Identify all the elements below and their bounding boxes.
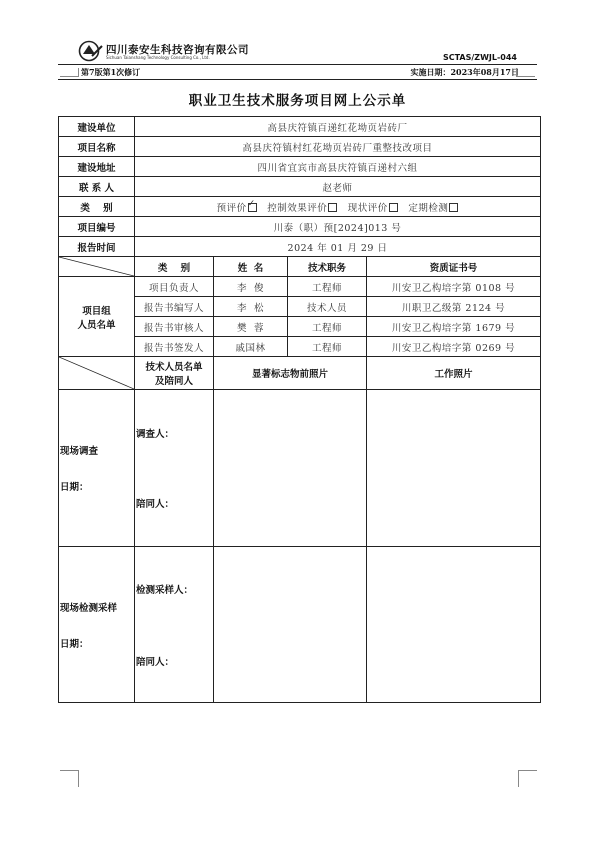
staff-title: 工程师 — [288, 277, 367, 297]
staff-name: 李 松 — [214, 297, 288, 317]
address-label: 建设地址 — [59, 157, 135, 177]
table-row — [59, 277, 541, 297]
sampling-label-cell — [59, 547, 135, 703]
photo-header-work: 工作照片 — [367, 357, 541, 390]
project-value: 高县庆符镇村红花坳页岩砖厂重整技改项目 — [135, 137, 541, 157]
survey-companion-label: 陪同人： — [136, 499, 175, 510]
diagonal-line-icon — [59, 257, 134, 276]
company-logo-icon — [78, 40, 104, 62]
effective-date — [410, 67, 519, 78]
staff-category: 报告书编写人 — [135, 297, 214, 317]
category-option-control-effect[interactable] — [267, 203, 337, 214]
survey-investigator-label: 调查人： — [136, 429, 175, 440]
sampler-label: 检测采样人： — [136, 584, 194, 596]
staff-cert: 川安卫乙构培字第 1679 号 — [367, 317, 541, 337]
category-option-status-evaluation[interactable] — [348, 203, 398, 214]
report-time-label: 报告时间 — [59, 237, 135, 257]
staff-category: 项目负责人 — [135, 277, 214, 297]
revision-label: 第7版第1次修订 — [81, 67, 141, 77]
survey-work-photo — [367, 390, 541, 547]
category-option-label: 预评价 — [216, 202, 247, 214]
row-unit — [59, 117, 541, 137]
photo-header-staff — [135, 357, 214, 390]
photo-header-staff-line2: 及陪同人 — [154, 376, 193, 387]
row-staff-header — [59, 257, 541, 277]
row-address — [59, 157, 541, 177]
category-option-label: 控制效果评价 — [267, 202, 328, 214]
crop-mark-top-right — [516, 68, 535, 77]
contact-value: 赵老师 — [135, 177, 541, 197]
category-option-periodic-testing[interactable] — [408, 203, 458, 214]
unit-label: 建设单位 — [59, 117, 135, 137]
company-english-name: Sichuan Taianshang Technology Consulting Co., Ltd. — [106, 55, 210, 60]
crop-mark-top-left — [60, 68, 79, 77]
photo-header-landmark: 显著标志物前照片 — [214, 357, 367, 390]
contact-label: 联 系 人 — [59, 177, 135, 197]
survey-landmark-photo — [214, 390, 367, 547]
company-name: 四川泰安生科技咨询有限公司 — [106, 44, 249, 56]
category-label: 类 别 — [59, 197, 135, 217]
page-title: 职业卫生技术服务项目网上公示单 — [188, 93, 407, 109]
staff-group-label-line1: 项目组 — [82, 305, 111, 317]
row-survey — [59, 390, 541, 547]
staff-category: 报告书签发人 — [135, 337, 214, 357]
row-contact — [59, 177, 541, 197]
number-value: 川泰（职）预[2024]013 号 — [135, 217, 541, 237]
header-divider — [58, 64, 537, 65]
number-label: 项目编号 — [59, 217, 135, 237]
staff-name: 樊 蓉 — [214, 317, 288, 337]
category-option-label: 定期检测 — [408, 202, 449, 214]
row-project — [59, 137, 541, 157]
survey-date-label: 日期： — [60, 482, 89, 493]
row-category — [59, 197, 541, 217]
row-report-time — [59, 237, 541, 257]
crop-mark-bottom-left — [60, 770, 79, 787]
project-label: 项目名称 — [59, 137, 135, 157]
survey-staff-cell — [135, 390, 214, 547]
staff-name: 戚国林 — [214, 337, 288, 357]
header-divider-bottom — [58, 79, 537, 80]
document-code: SCTAS/ZWJL-044 — [442, 53, 517, 62]
staff-cert: 川安卫乙构培字第 0269 号 — [367, 337, 541, 357]
staff-header-category: 类 别 — [135, 257, 214, 277]
staff-title: 工程师 — [288, 317, 367, 337]
effective-date-value: 2023年08月17日 — [450, 67, 519, 77]
staff-category: 报告书审核人 — [135, 317, 214, 337]
staff-name: 李 俊 — [214, 277, 288, 297]
staff-group-label — [59, 277, 135, 357]
sampling-companion-label: 陪同人： — [136, 656, 175, 668]
row-number — [59, 217, 541, 237]
row-sampling — [59, 547, 541, 703]
disclosure-form-table — [58, 116, 541, 703]
staff-group-label-line2: 人员名单 — [77, 319, 116, 331]
sampling-work-photo — [367, 547, 541, 703]
staff-header-title: 技术职务 — [288, 257, 367, 277]
category-options — [135, 197, 541, 217]
sampling-landmark-photo — [214, 547, 367, 703]
checkbox-empty-icon[interactable] — [449, 203, 458, 212]
crop-mark-bottom-right — [518, 770, 537, 787]
diagonal-cell — [59, 357, 135, 390]
unit-value: 高县庆符镇百递红花坳页岩砖厂 — [135, 117, 541, 137]
staff-header-name: 姓 名 — [214, 257, 288, 277]
checkbox-empty-icon[interactable] — [389, 203, 398, 212]
category-option-label: 现状评价 — [347, 202, 388, 214]
report-time-value: 2024 年 01 月 29 日 — [135, 237, 541, 257]
staff-cert: 川职卫乙级第 2124 号 — [367, 297, 541, 317]
sampling-staff-cell — [135, 547, 214, 703]
effective-date-label: 实施日期： — [410, 67, 451, 77]
staff-title: 工程师 — [288, 337, 367, 357]
checkbox-checked-icon[interactable] — [248, 203, 257, 212]
sampling-label: 现场检测采样 — [60, 602, 118, 614]
row-photo-header — [59, 357, 541, 390]
address-value: 四川省宜宾市高县庆符镇百递村六组 — [135, 157, 541, 177]
checkbox-empty-icon[interactable] — [328, 203, 337, 212]
survey-label: 现场调查 — [60, 446, 99, 457]
staff-cert: 川安卫乙构培字第 0108 号 — [367, 277, 541, 297]
diagonal-cell — [59, 257, 135, 277]
staff-title: 技术人员 — [288, 297, 367, 317]
survey-label-cell — [59, 390, 135, 547]
photo-header-staff-line1: 技术人员名单 — [145, 362, 203, 373]
staff-header-cert: 资质证书号 — [367, 257, 541, 277]
sampling-date-label: 日期： — [60, 638, 89, 650]
diagonal-line-icon — [59, 357, 134, 389]
category-option-pre-evaluation[interactable] — [217, 203, 257, 214]
